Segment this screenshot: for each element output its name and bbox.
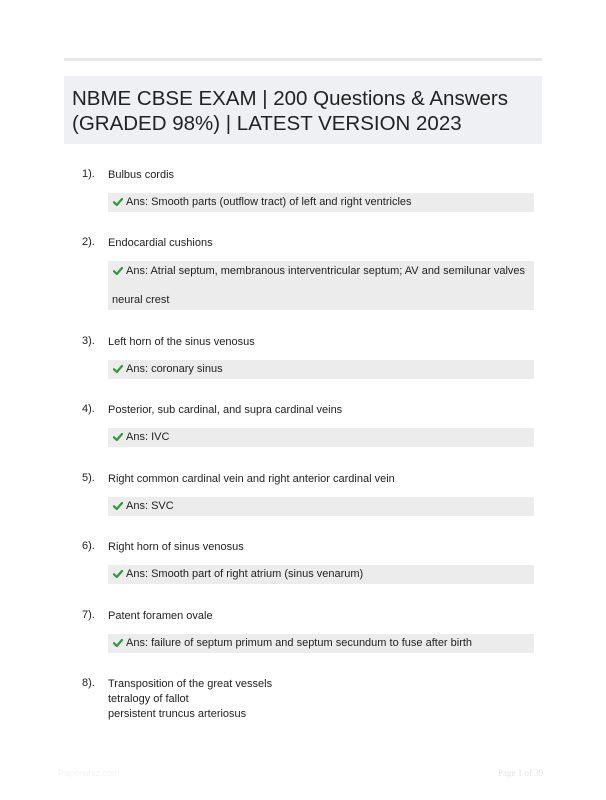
question-number: 7). <box>82 609 95 621</box>
answer-box <box>108 428 534 447</box>
answer-text: Ans: Smooth part of right atrium (sinus venarum) <box>126 568 364 580</box>
question-text: Endocardial cushions <box>108 237 213 249</box>
question-text: Patent foramen ovale <box>108 610 213 622</box>
checkmark-icon <box>113 364 123 374</box>
answer-text: Ans: Smooth parts (outflow tract) of left and right ventricles <box>126 196 412 208</box>
question-number: 8). <box>82 677 95 689</box>
top-divider <box>64 58 542 61</box>
answer-box <box>108 565 534 584</box>
title-banner <box>64 76 542 144</box>
checkmark-icon <box>113 501 123 511</box>
answer-extra-text: neural crest <box>112 294 170 306</box>
answer-text: Ans: failure of septum primum and septum secundum to fuse after birth <box>126 637 473 649</box>
answer-text: Ans: IVC <box>126 431 170 443</box>
answer-box <box>108 193 534 212</box>
answer-text: Ans: SVC <box>126 500 174 512</box>
checkmark-icon <box>113 197 123 207</box>
answer-box <box>108 634 534 653</box>
question-text: Posterior, sub cardinal, and supra cardinal veins <box>108 404 343 416</box>
document-title: NBME CBSE EXAM | 200 Questions & Answers (GRADED 98%) | LATEST VERSION 2023 <box>72 87 508 135</box>
question-text: Right horn of sinus venosus <box>108 541 244 553</box>
answer-text: Ans: Atrial septum, membranous interventricular septum; AV and semilunar valves <box>126 265 526 277</box>
question-number: 2). <box>82 236 95 248</box>
answer-box <box>108 360 534 379</box>
checkmark-icon <box>113 432 123 442</box>
footer-watermark: Paperwhiz.com <box>58 768 120 778</box>
question-number: 3). <box>82 335 95 347</box>
question-text: Right common cardinal vein and right anterior cardinal vein <box>108 473 395 485</box>
answer-box <box>108 497 534 516</box>
checkmark-icon <box>113 569 123 579</box>
question-text: Left horn of the sinus venosus <box>108 336 255 348</box>
page-number: Page 1 of 39 <box>498 768 544 778</box>
checkmark-icon <box>113 266 123 276</box>
question-text-line: persistent truncus arteriosus <box>108 708 247 720</box>
question-text-line: tetralogy of fallot <box>108 693 189 705</box>
question-number: 4). <box>82 403 95 415</box>
question-text: Bulbus cordis <box>108 169 175 181</box>
question-number: 5). <box>82 472 95 484</box>
answer-box <box>108 261 534 310</box>
question-text-line: Transposition of the great vessels <box>108 678 273 690</box>
question-number: 6). <box>82 540 95 552</box>
question-number: 1). <box>82 168 95 180</box>
checkmark-icon <box>113 638 123 648</box>
answer-text: Ans: coronary sinus <box>126 363 223 375</box>
